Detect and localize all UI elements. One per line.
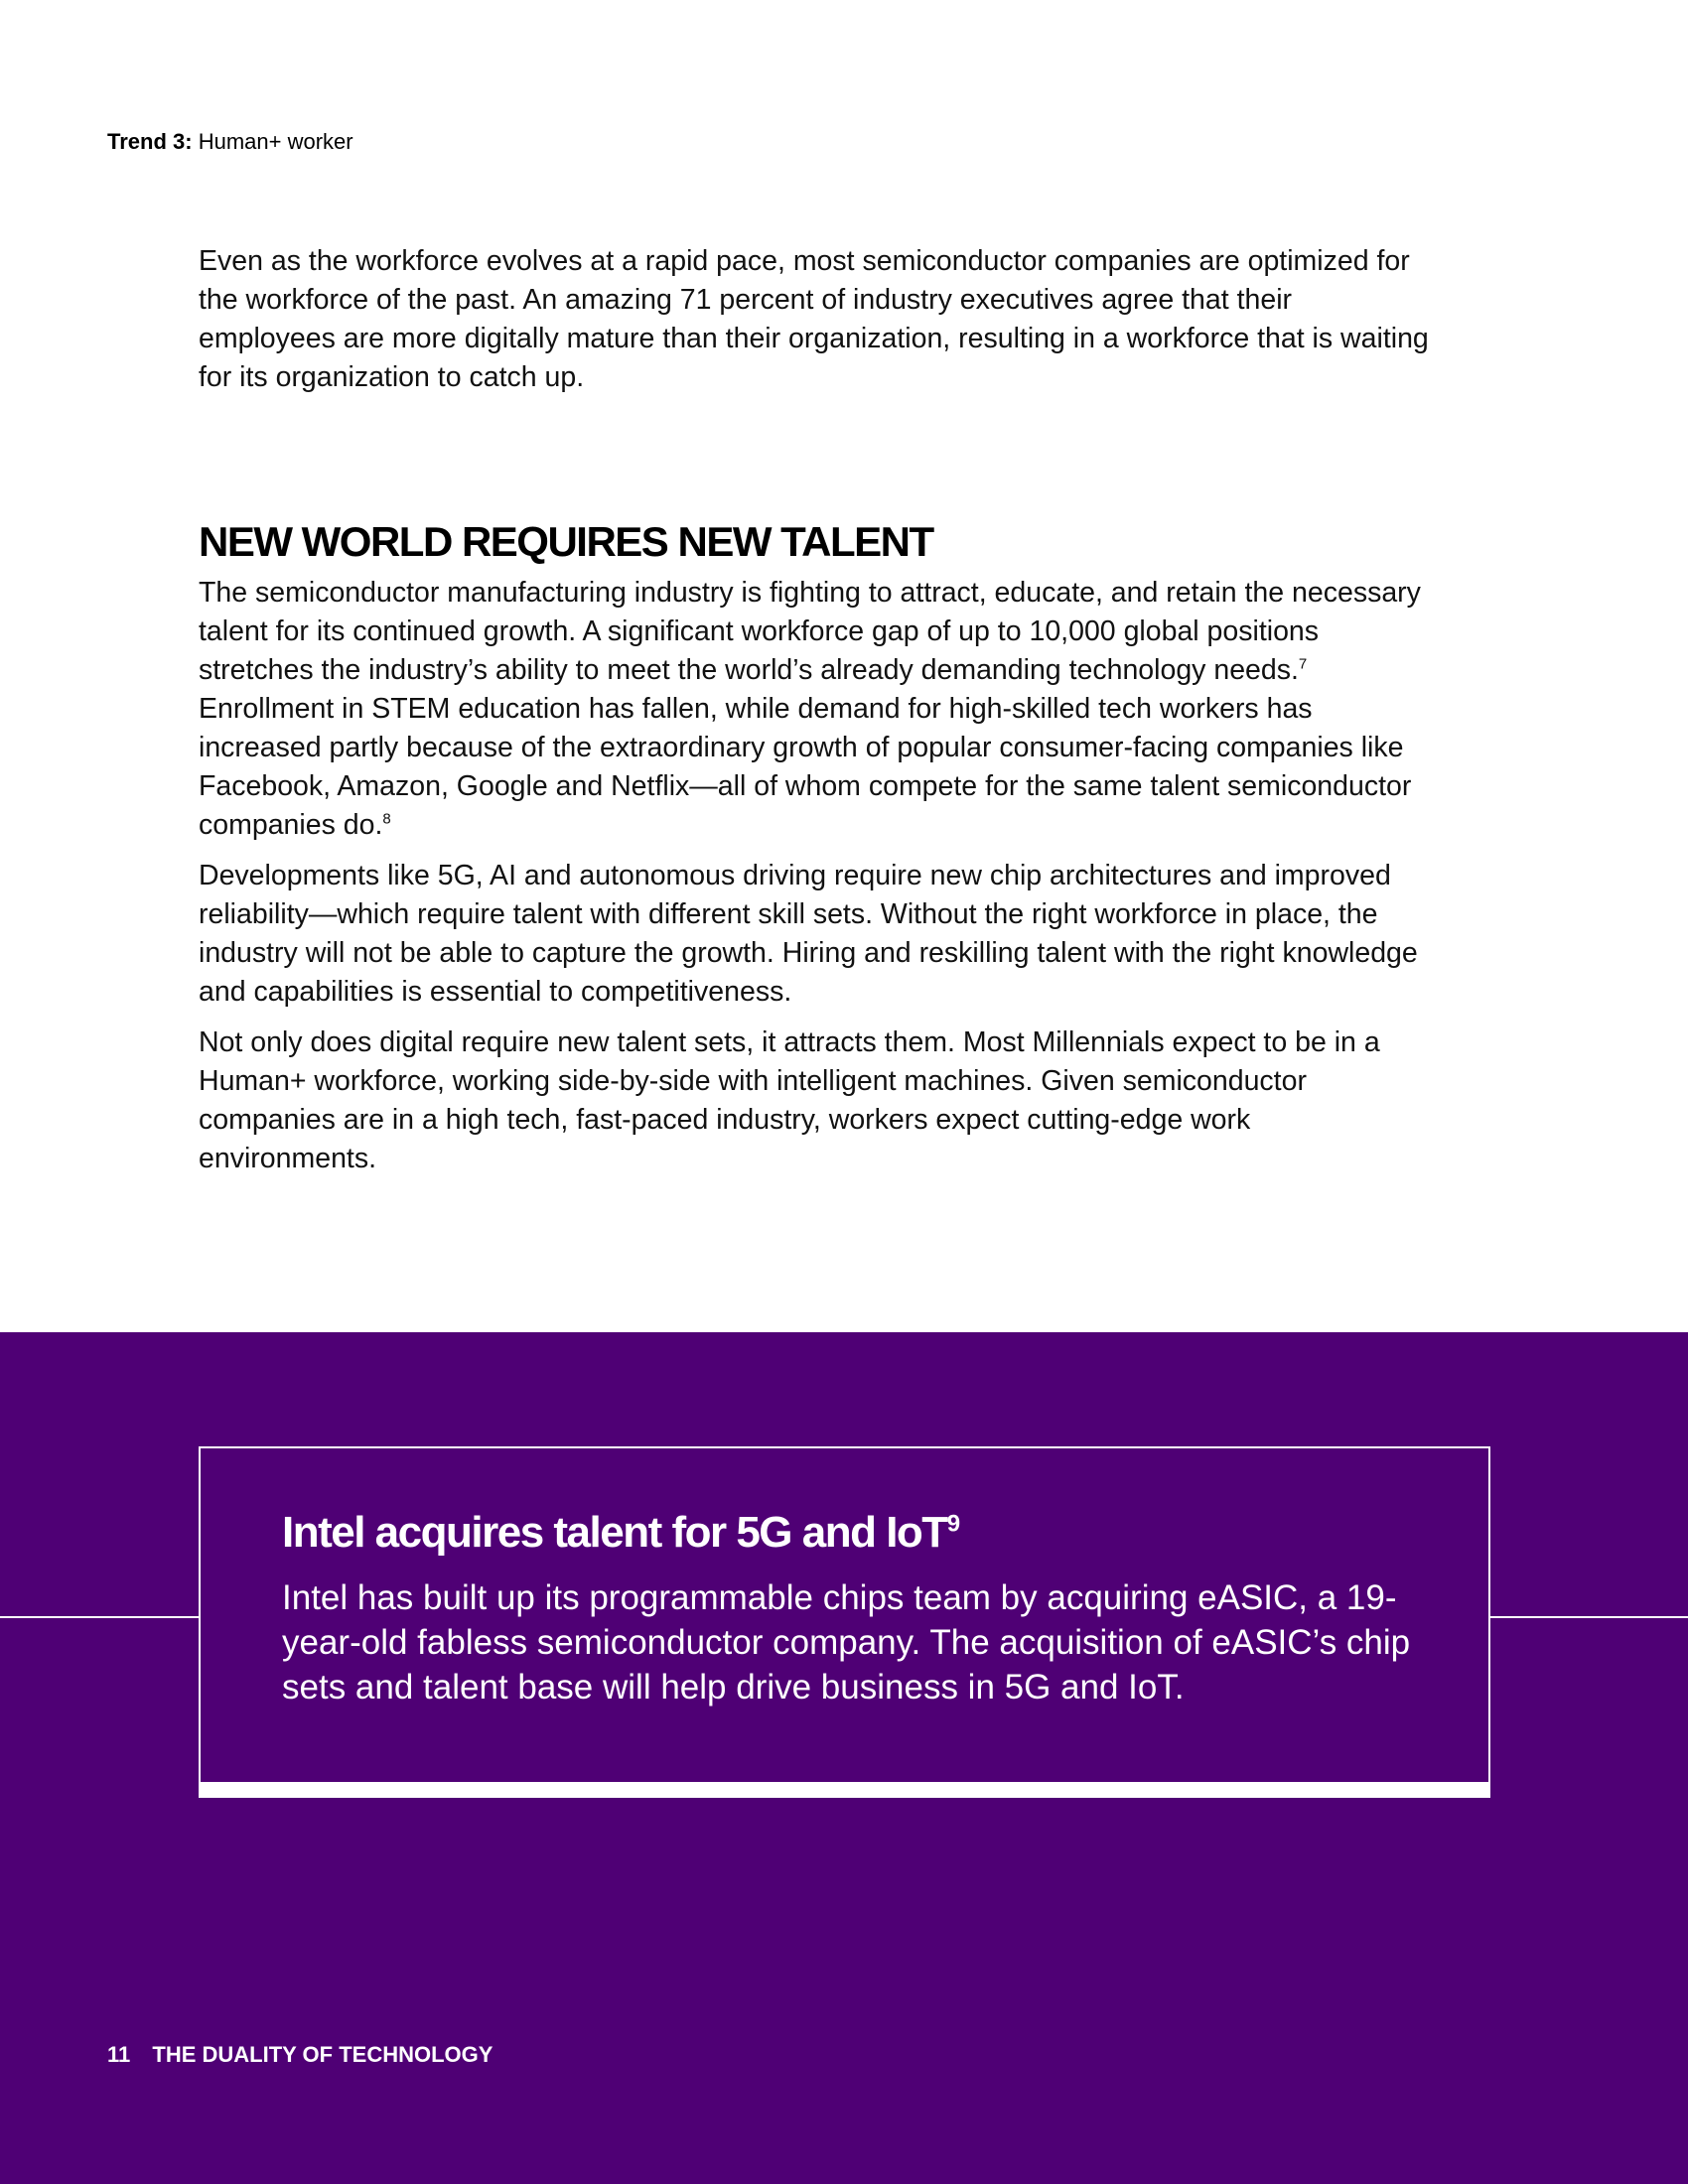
intro-block bbox=[199, 242, 1430, 397]
paragraph-1-part-b: Enrollment in STEM education has fallen, while demand for high-skilled tech workers has increased partly because of the extraordinary growth of popular consumer-facing companies like Facebook, Amazon, Google and Netflix—all of whom compete for the same talent semiconductor companies do. bbox=[199, 693, 1412, 841]
callout-text: Intel has built up its programmable chips team by acquiring eASIC, a 19-year-old fabless semiconductor company. The acquisition of eASIC’s chip sets and talent base will help drive business in 5G and IoT. bbox=[282, 1578, 1411, 1706]
callout-connector-right bbox=[1488, 1616, 1688, 1618]
footnote-ref-7: 7 bbox=[1298, 655, 1308, 673]
page-footer bbox=[107, 2040, 492, 2070]
trend-title: Human+ worker bbox=[198, 129, 353, 154]
footnote-ref-9: 9 bbox=[946, 1510, 959, 1538]
callout-title-text: Intel acquires talent for 5G and IoT bbox=[282, 1508, 947, 1557]
footnote-ref-8: 8 bbox=[382, 810, 391, 828]
running-header bbox=[107, 127, 353, 157]
paragraph-1-part-a: The semiconductor manufacturing industry is fighting to attract, educate, and retain the necessary talent for its continued growth. A significant workforce gap of up to 10,000 global positions stretches the industry’s ability to meet the world’s already demanding technology needs. bbox=[199, 577, 1421, 686]
callout-box bbox=[199, 1446, 1490, 1798]
intro-paragraph: Even as the workforce evolves at a rapid pace, most semiconductor companies are optimized for the workforce of the past. An amazing 71 percent of industry executives agree that their employees are more digitally mature than their organization, resulting in a workforce that is waiting for its organization to catch up. bbox=[199, 245, 1429, 393]
trend-label: Trend 3: bbox=[107, 129, 193, 154]
section-paragraph-2: Developments like 5G, AI and autonomous driving require new chip architectures and improved reliability—which require talent with different skill sets. Without the right workforce in place, the industry will not be able to capture the growth. Hiring and reskilling talent with the right knowledge and capabilities is essential to competitiveness. bbox=[199, 860, 1418, 1008]
publication-title: THE DUALITY OF TECHNOLOGY bbox=[152, 2042, 493, 2067]
callout-connector-left bbox=[0, 1616, 201, 1618]
talent-section bbox=[199, 516, 1430, 1178]
section-paragraph-3: Not only does digital require new talent sets, it attracts them. Most Millennials expect to be in a Human+ workforce, working side-by-side with intelligent machines. Given semiconductor companies are in a high tech, fast-paced industry, workers expect cutting-edge work environments. bbox=[199, 1026, 1380, 1174]
section-title: NEW WORLD REQUIRES NEW TALENT bbox=[199, 518, 933, 565]
callout-title bbox=[282, 1506, 959, 1560]
page-number: 11 bbox=[107, 2042, 131, 2067]
section-paragraph-1 bbox=[199, 574, 1430, 845]
